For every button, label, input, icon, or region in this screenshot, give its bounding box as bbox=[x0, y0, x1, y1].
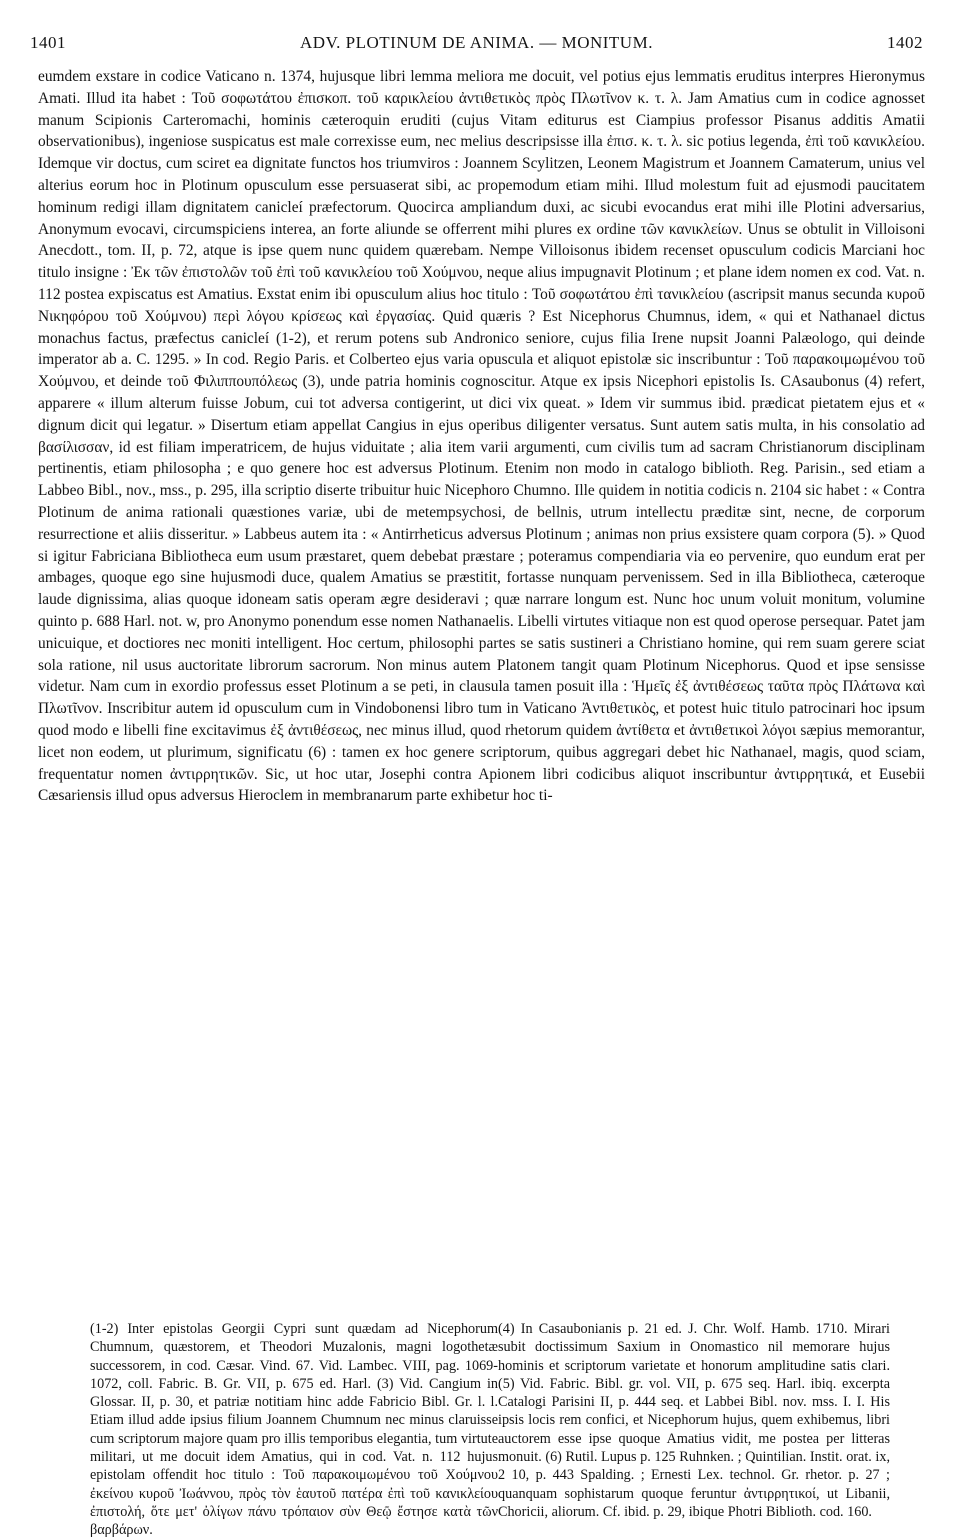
page-number-right: 1402 bbox=[887, 33, 923, 52]
footnote-block: (4) In Casaubonianis p. 21 ed. J. Chr. Wolf. Hamb. 1710. Mirari subit doctissimum Saxium in Onomastico nil memorare hujus hominis et scriptorum varietate et honorum amplitudine satis clari. (5) Vid. Fabric. Bibl. gr. vol. VII, p. 675 seq. Harl. ibiq. excerpta Catalogi Parisini II, p. 444 seq. et Labbei Bibl. nov. mss. I. I. His ipsis locis rem confici, et Nicephorum hujus, quem exhibemus, libri auctorem esse ipse quoque Amatius vidit, me postea per litteras monuit. (6) Rutil. Lupus p. 125 Ruhnken. ; Quintilian. Instit. orat. ix, 2 10, p. 443 Spalding. ; Ernesti Lex. technol. Gr. rhetor. p. 27 ; quanquam sophistarum quoque feruntur ἀντιρρητικοί, ut Libanii, Choricii, aliorum. Cf. ibid. p. 29, ibique Photri Biblioth. cod. 160. bbox=[498, 1321, 890, 1520]
running-header bbox=[30, 33, 923, 57]
body-paragraph: eumdem exstare in codice Vaticano n. 1374, hujusque libri lemma meliora me docuit, vel potius ejus lemmatis eruditus interpres Hieronymus Amati. Illud ita habet : Τοῦ σοφωτάτου ἐπισκοπ. τοῦ καρικλείου ἀντιθετικὸς πρὸς Πλωτῖνον κ. τ. λ. Jam Amatius cum in codice agnosset manum Scipionis Carteromachi, hominis cæteroquin eruditi (cujus Vitam editurus est Ciampius professor Pisanus additis Amatii observationibus), ingeniose suspicatus est male correxisse eum, nec melius descripsisse illa ἐπισ. κ. τ. λ. sic potius legenda, ἐπὶ τοῦ κανικλείου. Idemque vir doctus, cum sciret ea dignitate functos hos triumviros : Joannem Scylitzen, Leonem Magistrum et Joannem Camaterum, unius vel alterius eorum hoc in Plotinum opusculum esse persuaserat sibi, ac propemodum etiam mihi. Illud molestum fuit ad ejusmodi paucitatem hominum redigi illam dignitatem canicleí præfectorum. Quocirca ampliandum duxi, ac sicubi evocandus erat mihi ille Plotini adversarius, Anonymum evocavi, circumspiciens interea, an forte aliunde se offerrent mihi plures ex ordine τῶν κανικλείων. Unus se obtulit in Villoisoni Anecdott., tom. II, p. 72, atque is ipse quem nunc quidem quærebam. Nempe Villoisonus ibidem recenset opusculum codicis Marciani hoc titulo insigne : Ἐκ τῶν ἐπιστολῶν τοῦ ἐπὶ τοῦ κανικλείου τοῦ Χούμνου, neque alius impugnavit Plotinum ; et plane idem nomen ex cod. Vat. n. 112 postea expiscatus est Amatius. Exstat enim ibi opusculum alius hoc titulo : Τοῦ σοφωτάτου ἐπὶ τανικλείου (ascripsit manus secunda κυροῦ Νικηφόρου τοῦ Χούμνου) περὶ λόγου κρίσεως καὶ ἐργασίας. Quid quæris ? Est Nicephorus Chumnus, idem, « qui et Nathanael dictus monachus factus, præfectus canicleí (1-2), et rerum potens sub Andronico seniore, cujus filia Irene nupsit Joanni Palæologo, qui deinde imperator ab a. C. 1295. » In cod. Regio Paris. et Colberteo ejus varia opuscula et aliquot epistolæ sic inscribuntur : Τοῦ παρακοιμωμένου τοῦ Χούμνου, et deinde τοῦ Φιλιππουπόλεως (3), unde patria hominis cognoscitur. Atque ex ipsis Nicephori epistolis Is. CAsaubonus (4) refert, apparere « illum alterum fuisse Jobum, cui tot adversa contigerint, ut dici vix queat. » Idem vir summus ibid. prædicat pietatem ejus et « dignum dicit qui legatur. » Disertum etiam appellat Cangius in ejus operibus diligenter versatus. Sunt autem satis multa, in his consolatio ad βασίλισσαν, id est filiam imperatricem, de hujus viduitate ; alia item varii argumenti, cum civilis tum ad sacram Christianorum disciplinam pertinentis, etiam philosopha ; e quo genere hoc est adversus Plotinum. Etenim non modo in catalogo biblioth. Reg. Parisin., sed etiam a Labbeo Bibl., nov., mss., p. 295, illa scriptio diserte tribuitur huic Nicephoro Chumno. Ille quidem in notitia codicis n. 2104 sic habet : « Contra Plotinum de anima rationali quæstiones variæ, ubi de metempsychosi, de bellnis, utrum intellectu præditæ sint, necne, de corporum resurrectione et aliis disseritur. » Labbeus autem ita : « Antirrheticus adversus Plotinum ; animas non prius exsistere quam corpora (5). » Quod si igitur Fabriciana Bibliotheca eum usum præstaret, quem debebat præstare ; poteramus compendiaria via eo pervenire, quo eundum erat per ambages, quoque ego sine hujusmodi duce, qualem Amatius se præstitit, fortasse nunquam pervenissem. Sed in illa Bibliotheca, cæteroque laude dignissima, alias quoque idoneam satis operam ægre desideravi ; quæ narrare longum est. Nunc hoc unum voluit monitum, volumine quinto p. 688 Harl. not. w, pro Anonymo ponendum esse nomen Nathanaelis. Libelli virtutes vitiaque non est quod operose persequar. Patet jam unicuique, et doctiores nec moniti intelligent. Hoc certum, philosophi partes se satis sustineri a Christiano homine, qui rem suam gerere sciat sola ratione, nil usus auctoritate librorum sacrorum. Non minus autem Platonem tangit quam Plotinum Nicephorus. Quod et ipse sensisse videtur. Nam cum in exordio professus esset Plotinum a se peti, in clausula tamen posuit illa : Ἡμεῖς ἐξ ἀντιθέσεως ταῦτα πρὸς Πλάτωνα καὶ Πλωτῖνον. Inscribitur autem id opusculum cum in Vindobonensi libro tum in Vaticano Ἀντιθετικὸς, et potest huic titulo patrocinari hoc ipsum quod modo e libelli fine excitavimus ἐξ ἀντιθέσεως, nec minus illud, quod rhetorum quidem ἀντίθετα et ἀντιθετικοὶ λόγοι sæpius memorantur, licet non eodem, ut plurimum, significatu (6) : tamen ex hoc genere scriptorum, quibus aggregari debet hic Nathanael, magis, quod sciam, frequentatur nomen ἀντιρρητικῶν. Sic, ut hoc utar, Josephi contra Apionem libri codicibus aliquot inscribuntur ἀντιρρητικά, et Eusebii Cæsariensis illud opus adversus Hieroclem in membranarum parte exhibetur hoc ti- bbox=[38, 68, 925, 805]
main-text bbox=[38, 66, 925, 807]
page-number-left: 1401 bbox=[30, 33, 66, 52]
footnote-block: (1-2) Inter epistolas Georgii Cypri sunt quædam ad Nicephorum Chumnum, quæstorem, et Theodori Muzalonis, magni logothetæ successorem, in cod. Cæsar. Vind. 67. Vid. Lambec. VIII, pag. 1069-1072, coll. Fabric. B. Gr. VII, p. 675 ed. Harl. (3) Vid. Cangium in Glossar. II, p. 30, et patriæ notitiam hinc adde Fabricio Bibl. Gr. l. l. Etiam illud adde ipsius filium Joannem Chumnum nec minus claruisse cum scriptorum majore quam pro illis temporibus elegantia, tum virtute militari, ut me docuit idem Amatius, qui in cod. Vat. n. 112 hujus epistolam offendit hoc titulo : Τοῦ παρακοιμωμένου τοῦ Χούμνου ἐκείνου κυροῦ Ἰωάννου, πρὸς τὸν ἑαυτοῦ πατέρα ἐπὶ τοῦ κανικλείου ἐπιστολή, ὅτε μετ' ὀλίγων πάνυ τρόπαιον σὺν Θεῷ ἔστησε κατὰ τῶν βαρβάρων. bbox=[90, 1321, 498, 1539]
running-title: ADV. PLOTINUM DE ANIMA. — MONITUM. bbox=[300, 33, 653, 52]
footnotes-right-column bbox=[498, 1320, 890, 1521]
footnotes-left-column bbox=[90, 1320, 498, 1540]
